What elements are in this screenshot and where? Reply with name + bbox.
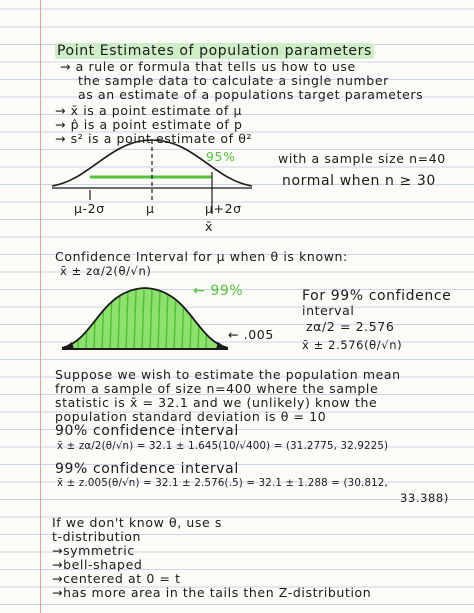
curve2-percent: ← 99%	[193, 283, 244, 299]
ci99-line-4: x̄ ± 2.576(θ/√n)	[302, 338, 403, 352]
example-line-2: from a sample of size n=400 where the sample	[55, 381, 379, 396]
example-line-4: population standard deviation is θ = 10	[55, 409, 327, 424]
ci99b-calc-2: 33.388)	[400, 491, 449, 505]
intro-line-2: the sample data to calculate a single number	[78, 73, 389, 88]
estimate-line-2: → p̂ is a point estimate of p	[55, 117, 243, 132]
t-line-1: If we don't know θ, use s	[52, 515, 222, 530]
ci-heading: Confidence Interval for μ when θ is known:	[55, 249, 348, 264]
ci99-line-1: For 99% confidence	[302, 288, 452, 304]
t-line-3: →symmetric	[52, 543, 135, 558]
t-line-6: →has more area in the tails then Z-distribution	[52, 585, 372, 600]
tick-xbar: x̄	[205, 219, 213, 234]
ci99-line-3: zα/2 = 2.576	[306, 319, 395, 334]
intro-line-1: → a rule or formula that tells us how to use	[60, 59, 356, 74]
tick-mu-minus: μ-2σ	[74, 201, 105, 216]
t-line-2: t-distribution	[52, 529, 142, 544]
t-line-5: →centered at 0 = t	[52, 571, 181, 586]
ci90-calc: x̄ ± zα/2(θ/√n) = 32.1 ± 1.645(10/√400) = (31.2775, 32.9225)	[57, 441, 389, 452]
title-text: Point Estimates of population parameters	[57, 43, 372, 59]
t-line-4: →bell-shaped	[52, 557, 143, 572]
ci-formula: x̄ ± zα/2(θ/√n)	[60, 264, 152, 278]
curve2-tail: ← .005	[228, 327, 274, 342]
estimate-line-3: → s² is a point estimate of θ²	[55, 131, 253, 146]
intro-line-3: as an estimate of a populations target parameters	[78, 87, 424, 102]
example-line-3: statistic is x̄ = 32.1 and we (unlikely) know the	[55, 395, 378, 410]
sample-size-note: with a sample size n=40	[278, 151, 446, 166]
estimate-line-1: → x̄ is a point estimate of μ	[55, 103, 243, 118]
ci99-line-2: interval	[302, 303, 355, 318]
tick-mu: μ	[146, 201, 155, 216]
tick-mu-plus: μ+2σ	[205, 201, 242, 216]
ci99b-calc: x̄ ± z.005(θ/√n) = 32.1 ± 2.576(.5) = 32.1 ± 1.288 = (30.812,	[57, 478, 388, 489]
example-line-1: Suppose we wish to estimate the population mean	[55, 367, 401, 382]
normal-note: normal when n ≥ 30	[282, 173, 436, 189]
ci99b-label: 99% confidence interval	[55, 461, 239, 477]
ci90-label: 90% confidence interval	[55, 423, 239, 439]
curve1-percent: 95%	[206, 149, 236, 164]
